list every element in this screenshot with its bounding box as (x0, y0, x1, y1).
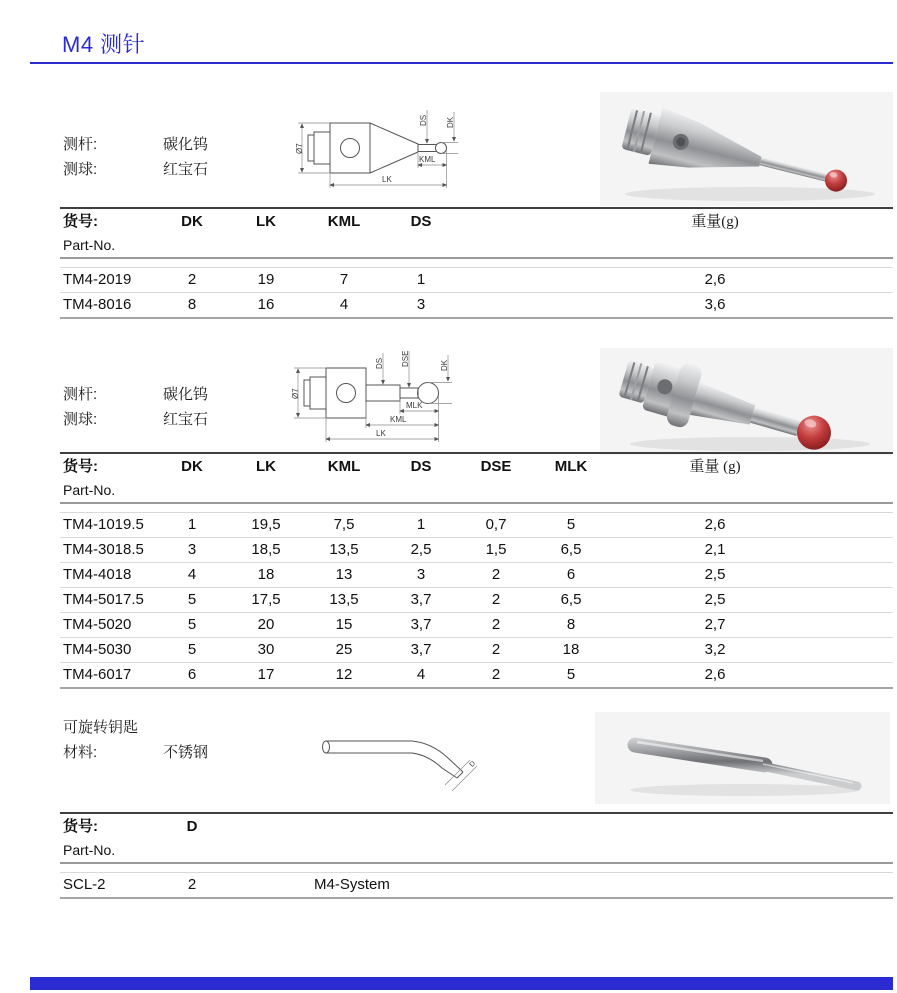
spec-label: 测球: (63, 161, 98, 178)
value-ds: 4 (416, 666, 426, 683)
value-dse: 2 (491, 591, 501, 608)
column-header-mlk: MLK (554, 458, 588, 475)
table-row (60, 562, 893, 587)
part-no-sublabel: Part-No. (63, 842, 116, 858)
table-subheader-row (60, 480, 893, 504)
table-row (60, 267, 893, 292)
table-row (60, 637, 893, 662)
part-number: TM4-6017 (63, 666, 132, 683)
product-photo-stylus-1 (600, 92, 893, 206)
dim-label-dk: DK (446, 116, 455, 128)
column-header-ds: DS (410, 458, 432, 475)
value-weight: 2,6 (704, 666, 726, 683)
spec-ball-1 (63, 158, 208, 179)
part-number: TM4-2019 (63, 271, 132, 288)
value-dse: 2 (491, 641, 501, 658)
column-header-dk: DK (181, 458, 203, 475)
value-kml: 15 (335, 616, 353, 633)
table-row (60, 512, 893, 537)
value-weight: 3,2 (704, 641, 726, 658)
part-no-header: 货号: (63, 818, 98, 835)
value-lk: 30 (257, 641, 275, 658)
product-photo-stylus-2 (600, 348, 893, 455)
spec-material (63, 741, 208, 762)
value-dk: 5 (187, 616, 197, 633)
dim-label-ds: DS (375, 357, 384, 369)
value-lk: 17,5 (251, 591, 281, 608)
part-number: TM4-3018.5 (63, 541, 144, 558)
spec-value: 红宝石 (163, 161, 209, 178)
part-number: TM4-5030 (63, 641, 132, 658)
table-header-row (60, 454, 893, 480)
part-number: TM4-8016 (63, 296, 132, 313)
value-lk: 17 (257, 666, 275, 683)
value-ds: 3,7 (410, 616, 432, 633)
spec-shaft-2 (63, 383, 208, 404)
value-dk: 2 (187, 271, 197, 288)
value-dse: 2 (491, 616, 501, 633)
value-ds: 3 (416, 566, 426, 583)
spec-label: 测球: (63, 411, 98, 428)
technical-drawing-stylus-1 (292, 100, 467, 200)
dim-label-ds: DS (419, 114, 428, 126)
part-no-header: 货号: (63, 213, 98, 230)
title-rule (30, 62, 893, 64)
column-header-lk: LK (256, 458, 276, 475)
table-subheader-row (60, 840, 893, 864)
value-lk: 20 (257, 616, 275, 633)
column-header-dse: DSE (480, 458, 512, 475)
value-kml: 25 (335, 641, 353, 658)
table-row (60, 612, 893, 637)
value-dk: 1 (187, 516, 197, 533)
column-header-weight: 重量(g) (691, 214, 739, 230)
value-kml: 12 (335, 666, 353, 683)
part-no-sublabel: Part-No. (63, 482, 116, 498)
spec-table-2 (60, 452, 893, 689)
part-no-sublabel: Part-No. (63, 237, 116, 253)
value-ds: 2,5 (410, 541, 432, 558)
value-kml: 7,5 (333, 516, 355, 533)
table-row (60, 537, 893, 562)
value-weight: 2,5 (704, 591, 726, 608)
spec-table-1 (60, 207, 893, 319)
value-weight: 2,5 (704, 566, 726, 583)
technical-drawing-key (312, 733, 492, 795)
spec-label: 测杆: (63, 386, 98, 403)
value-mlk: 6,5 (560, 541, 582, 558)
table-row (60, 292, 893, 317)
spec-shaft-1 (63, 133, 208, 154)
value-dk: 5 (187, 641, 197, 658)
value-dse: 2 (491, 566, 501, 583)
dim-label-dse: DSE (401, 350, 410, 367)
page-title: M4 测针 (62, 32, 146, 57)
value-dk: 4 (187, 566, 197, 583)
value-mlk: 5 (566, 666, 576, 683)
dim-label-dk: DK (440, 359, 449, 371)
value-ds: 3,7 (410, 641, 432, 658)
table-row (60, 587, 893, 612)
value-ds: 3,7 (410, 591, 432, 608)
table-subheader-row (60, 235, 893, 259)
part-no-header: 货号: (63, 458, 98, 475)
spec-value: 不锈钢 (163, 744, 209, 761)
column-header-kml: KML (327, 213, 361, 230)
section-heading: 可旋转钥匙 (63, 719, 139, 736)
column-header-lk: LK (256, 213, 276, 230)
spec-value: 碳化钨 (163, 386, 209, 403)
value-kml: 13,5 (329, 591, 359, 608)
value-dk: 6 (187, 666, 197, 683)
column-header-ds: DS (410, 213, 432, 230)
value-kml: 7 (339, 271, 349, 288)
value-kml: 13 (335, 566, 353, 583)
value-weight: 2,6 (704, 271, 726, 288)
value-lk: 19,5 (251, 516, 281, 533)
part-number: TM4-5017.5 (63, 591, 144, 608)
product-photo-key (595, 712, 890, 804)
value-kml: 13,5 (329, 541, 359, 558)
value-weight: 2,6 (704, 516, 726, 533)
value-ds: 1 (416, 271, 426, 288)
spec-label: 测杆: (63, 136, 98, 153)
value-lk: 18,5 (251, 541, 281, 558)
part-number: TM4-4018 (63, 566, 132, 583)
dim-label-lk: LK (382, 175, 392, 184)
column-header-d: D (186, 818, 198, 835)
dim-label-phi7: Ø7 (295, 143, 304, 154)
value-weight: 2,7 (704, 616, 726, 633)
value-ds: 3 (416, 296, 426, 313)
spec-value: 红宝石 (163, 411, 209, 428)
column-header-dk: DK (181, 213, 203, 230)
column-header-weight: 重量 (g) (689, 459, 741, 475)
value-weight: 2,1 (704, 541, 726, 558)
value-mlk: 8 (566, 616, 576, 633)
part-number: TM4-1019.5 (63, 516, 144, 533)
value-mlk: 6,5 (560, 591, 582, 608)
value-mlk: 5 (566, 516, 576, 533)
value-weight: 3,6 (704, 296, 726, 313)
value-ds: 1 (416, 516, 426, 533)
value-dse: 2 (491, 666, 501, 683)
technical-drawing-stylus-2 (290, 343, 485, 448)
value-dk: 8 (187, 296, 197, 313)
value-lk: 19 (257, 271, 275, 288)
table-header-row (60, 814, 893, 840)
table-row (60, 662, 893, 687)
table-row (60, 872, 893, 897)
value-lk: 18 (257, 566, 275, 583)
value-kml: 4 (339, 296, 349, 313)
value-dk: 3 (187, 541, 197, 558)
footer-bar (30, 977, 893, 990)
spec-label: 材料: (63, 744, 98, 761)
spec-ball-2 (63, 408, 208, 429)
table-header-row (60, 209, 893, 235)
column-header-kml: KML (327, 458, 361, 475)
value-dk: 5 (187, 591, 197, 608)
value-dse: 1,5 (485, 541, 507, 558)
dim-label-mlk: MLK (406, 401, 423, 410)
dim-label-lk: LK (376, 429, 386, 438)
dim-label-kml: KML (390, 415, 407, 424)
value-mlk: 18 (562, 641, 580, 658)
value-d: 2 (187, 876, 197, 893)
dim-label-phi7: Ø7 (291, 388, 300, 399)
spec-value: 碳化钨 (163, 136, 209, 153)
spec-table-3 (60, 812, 893, 899)
dim-label-d: D (468, 760, 478, 769)
part-number: TM4-5020 (63, 616, 132, 633)
part-number: SCL-2 (63, 876, 106, 893)
value-mlk: 6 (566, 566, 576, 583)
value-lk: 16 (257, 296, 275, 313)
dim-label-kml: KML (419, 155, 436, 164)
value-dse: 0,7 (485, 516, 507, 533)
system-label: M4-System (314, 876, 390, 893)
